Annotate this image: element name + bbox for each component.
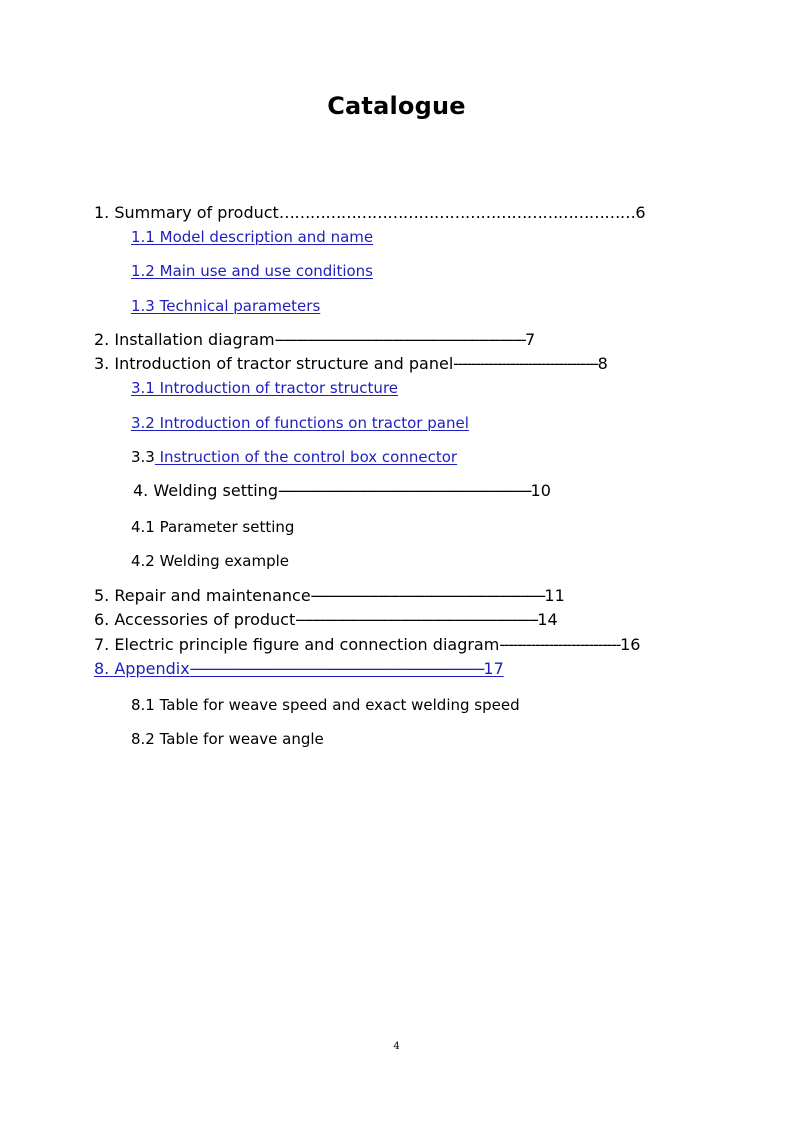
toc-leader: ------------------------------------------------------------ xyxy=(274,330,526,349)
toc-link-model-description[interactable]: 1.1 Model description and name xyxy=(131,228,374,246)
toc-entry-text: 8. Appendix xyxy=(94,659,190,678)
toc-leader: ---------------------------------------------------------- xyxy=(295,610,538,629)
toc-entry-repair[interactable] xyxy=(94,586,565,606)
toc-entry-text: 4. Welding setting xyxy=(133,481,278,500)
toc-page-number: 17 xyxy=(483,659,504,678)
toc-subentry-weave-speed-table: 8.1 Table for weave speed and exact welding speed xyxy=(131,696,520,714)
toc-entry-welding-setting[interactable] xyxy=(133,481,551,501)
toc-entry-text: 3. Introduction of tractor structure and panel xyxy=(94,354,454,373)
toc-subentry-welding-example: 4.2 Welding example xyxy=(131,552,290,570)
toc-leader: --------------------------------- xyxy=(453,354,598,373)
toc-entry-text: 7. Electric principle figure and connection diagram xyxy=(94,635,500,654)
toc-entry-text: 5. Repair and maintenance xyxy=(94,586,311,605)
toc-entry-text: 6. Accessories of product xyxy=(94,610,296,629)
toc-link-tractor-panel[interactable]: 3.2 Introduction of functions on tractor panel xyxy=(131,414,469,432)
toc-leader: …………………………………………………………… xyxy=(278,203,636,222)
page-title: Catalogue xyxy=(327,92,466,120)
toc-subentry-parameter-setting: 4.1 Parameter setting xyxy=(131,518,295,536)
toc-prefix: 3.3 xyxy=(131,448,155,466)
toc-link-main-use[interactable]: 1.2 Main use and use conditions xyxy=(131,262,373,280)
page-number: 4 xyxy=(393,1041,400,1052)
toc-page-number: 10 xyxy=(530,481,551,500)
toc-leader: -------------------------------------------------------- xyxy=(310,586,545,605)
toc-entry-accessories[interactable] xyxy=(94,610,558,630)
toc-leader: --------------------------- xyxy=(499,635,621,654)
toc-leader: ------------------------------------------------------------------------- xyxy=(189,659,484,678)
toc-subentry-weave-angle-table: 8.2 Table for weave angle xyxy=(131,730,324,748)
toc-page-number: 16 xyxy=(620,635,641,654)
toc-page-number: 8 xyxy=(597,354,608,373)
toc-entry-text: 2. Installation diagram xyxy=(94,330,275,349)
toc-link-control-box-connector[interactable]: Instruction of the control box connector xyxy=(154,448,458,466)
toc-page-number: 11 xyxy=(544,586,565,605)
toc-entry-summary[interactable] xyxy=(94,203,646,223)
toc-entry-text: 1. Summary of product xyxy=(94,203,279,222)
toc-entry-introduction[interactable] xyxy=(94,354,608,374)
toc-leader: -------------------------------------------------------------- xyxy=(277,481,531,500)
toc-entry-electric-principle[interactable] xyxy=(94,635,640,655)
toc-link-tractor-structure[interactable]: 3.1 Introduction of tractor structure xyxy=(131,379,399,397)
toc-page-number: 6 xyxy=(635,203,646,222)
toc-link-technical-parameters[interactable]: 1.3 Technical parameters xyxy=(131,297,321,315)
toc-entry-installation[interactable] xyxy=(94,330,535,350)
toc-page-number: 7 xyxy=(525,330,536,349)
toc-entry-appendix[interactable] xyxy=(94,659,504,679)
toc-page-number: 14 xyxy=(537,610,558,629)
